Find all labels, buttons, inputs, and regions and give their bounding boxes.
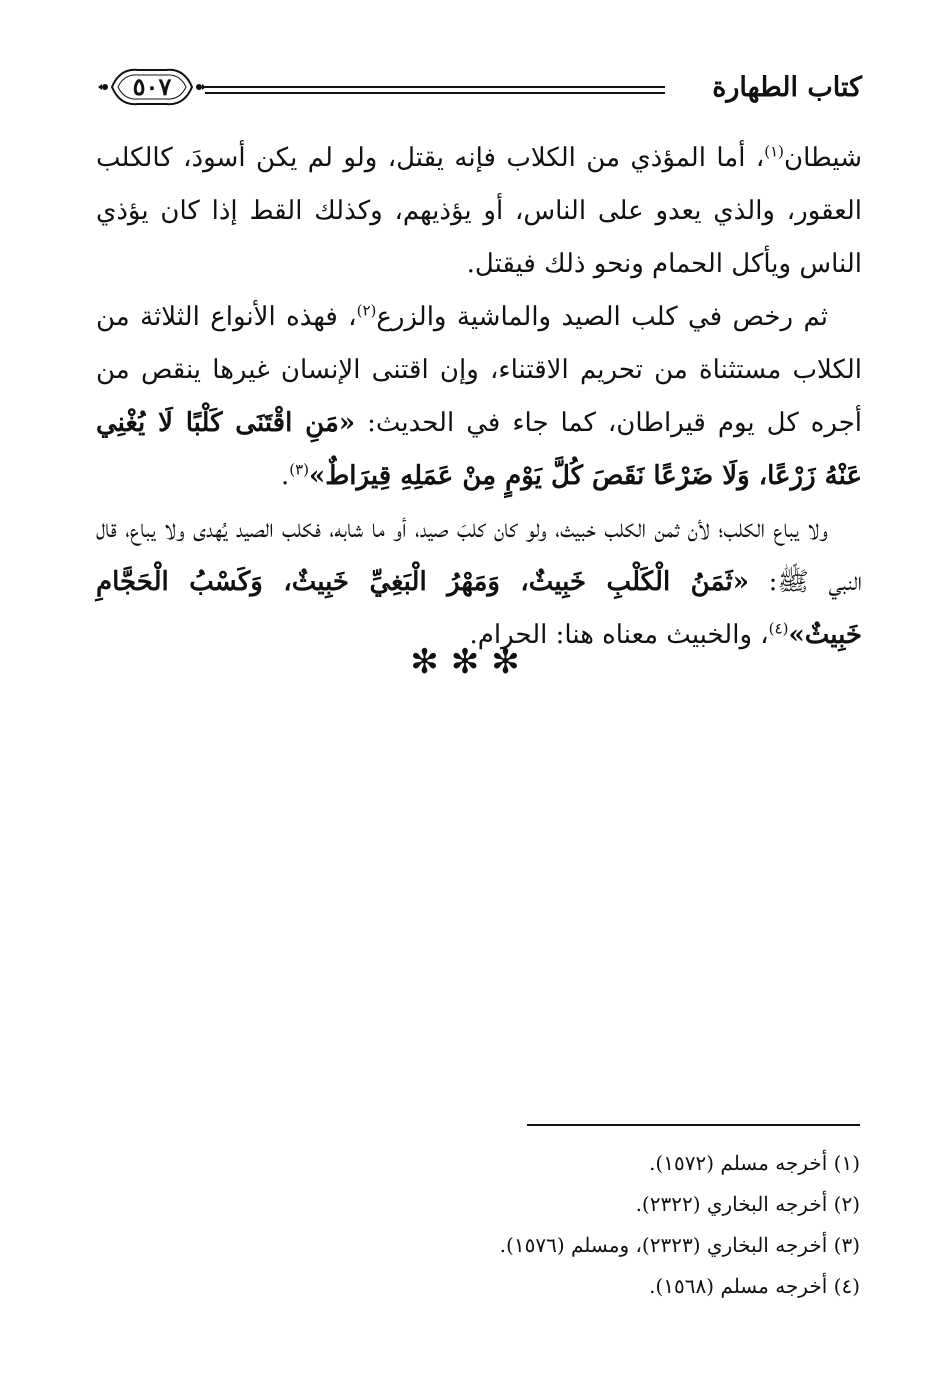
running-title: كتاب الطهارة (712, 72, 862, 103)
hadith-quote: «ثَمَنُ الْكَلْبِ خَبِيثٌ، وَمَهْرُ الْبَغِيِّ خَبِيثٌ، وَكَسْبُ الْحَجَّامِ خَبِيثٌ» (96, 567, 862, 650)
text-run: ، والخبيث معناه هنا: الحرام. (469, 620, 769, 650)
paragraph-2 (96, 291, 862, 503)
footnote-ref-3[interactable]: (٣) (289, 460, 310, 479)
page-number: ٥٠٧ (132, 72, 172, 101)
footnote-3: (٣) أخرجه البخاري (٢٣٢٣)، ومسلم (١٥٧٦). (499, 1233, 860, 1257)
text-run: ، فهذه الأنواع الثلاثة من الكلاب مستثناة من تحريم الاقتناء، وإن اقتنى الإنسان غيرها ينقص من أجره كل يوم قيراطان، كما جاء في الحديث: (96, 302, 862, 438)
text-run: ، أما المؤذي من الكلاب فإنه يقتل، ولو لم يكن أسودَ، كالكلب العقور، والذي يعدو على الناس، أو يؤذيهم، وكذلك القط إذا كان يؤذي الناس ويأكل الحمام ونحو ذلك فيقتل. (96, 143, 862, 279)
page-number-ornament (98, 62, 206, 112)
text-run: . (280, 461, 290, 491)
header-rule (205, 86, 665, 94)
footnote-1: (١) أخرجه مسلم (١٥٧٢). (649, 1151, 860, 1175)
text-run: ثم رخص في كلب الصيد والماشية والزرع (376, 302, 828, 332)
text-run: ولا يباع الكلب؛ لأن ثمن الكلب خبيث، ولو كان كلبَ صيد، أو ما شابه، فكلب الصيد يُهدى ولا يباع، قال النبي ﷺ: (96, 514, 863, 597)
main-text (96, 132, 862, 662)
paragraph-1 (96, 132, 862, 291)
footnote-ref-2[interactable]: (٢) (356, 301, 377, 320)
footnote-4: (٤) أخرجه مسلم (١٥٦٨). (649, 1274, 860, 1298)
hadith-quote: «مَنِ اقْتَنَى كَلْبًا لَا يُغْنِي عَنْهُ زَرْعًا، وَلَا ضَرْعًا نَقَصَ كُلَّ يَوْمٍ مِنْ عَمَلِهِ قِيرَاطٌ» (96, 408, 862, 491)
section-separator: ✻✻✻ (410, 642, 532, 682)
text-run: شيطان (784, 143, 862, 173)
paragraph-3 (96, 503, 862, 662)
footnote-rule (527, 1124, 860, 1126)
footnote-ref-1[interactable]: (١) (764, 142, 785, 161)
footnote-2: (٢) أخرجه البخاري (٢٣٢٢). (635, 1192, 860, 1216)
footnotes (260, 1143, 860, 1307)
footnote-ref-4[interactable]: (٤) (768, 619, 789, 638)
